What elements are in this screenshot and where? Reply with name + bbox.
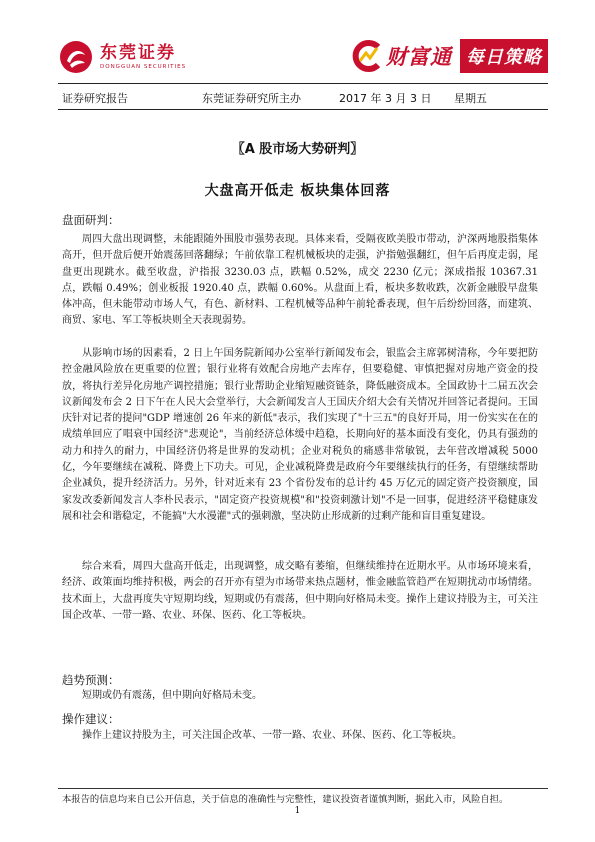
logo-english-name: DONGGUAN SECURITIES bbox=[100, 64, 187, 70]
footer-rule bbox=[58, 788, 548, 789]
section-heading: 〖A 股市场大势研判〗 bbox=[231, 142, 364, 157]
report-weekday: 星期五 bbox=[454, 92, 487, 105]
report-date: 2017 年 3 月 3 日 bbox=[339, 92, 432, 105]
header-bottom-rule bbox=[58, 109, 548, 110]
review-label: 盘面研判： bbox=[62, 213, 120, 227]
trend-text: 短期或仍有震荡，但中期向好格局未变。 bbox=[82, 690, 262, 701]
company-emblem-icon bbox=[58, 39, 94, 75]
caifutong-brand bbox=[350, 39, 548, 73]
advice-label: 操作建议： bbox=[62, 712, 120, 726]
caifutong-logo-icon bbox=[350, 39, 384, 73]
review-paragraph-3: 综合来看，周四大盘高开低走，出现调整，成交略有萎缩，但继续维持在近期水平。从市场环境来看，经济、政策面均维持积极，两会的召开亦有望为市场带来热点题材，惟金融监管趋严在短期扰动市场情绪。技术面上，大盘再度失守短期均线，短期或仍有震荡，但中期向好格局未变。操作上建议持股为主，可关注国企改革、一带一路、农业、环保、医药、化工等板块。 bbox=[62, 561, 538, 621]
page-header bbox=[58, 33, 548, 83]
report-type: 证券研究报告 bbox=[62, 92, 128, 105]
review-paragraph-1: 周四大盘出现调整，未能跟随外围股市强势表现。具体来看，受隔夜欧美股市带动，沪深两地股指集体高开，但开盘后便开始震荡回落翻绿；午前依靠工程机械板块的走强，沪指勉强翻红，但午后再度走弱，尾盘更出现跳水。截至收盘，沪指报 3230.03 点，跌幅 0.52%，成交 2230 亿元；深成指报 10367.31 点，跌幅 0.49%；创业板报 1920.40 点，跌幅 0.60%。从盘面上看，板块多数收跌，次新金融股早盘集体冲高，但未能带动市场人气，有色、新材料、工程机械等品种午前轮番表现，但午后纷纷回落，而建筑、商贸、家电、军工等板块则全天表现弱势。 bbox=[62, 234, 538, 327]
logo-chinese-name: 东莞证券 bbox=[100, 43, 176, 63]
article-title: 大盘高开低走 板块集体回落 bbox=[204, 183, 391, 199]
disclaimer-text: 本报告的信息均来自已公开信息，关于信息的准确性与完整性，建议投资者谨慎判断，据此入市，风险自担。 bbox=[62, 794, 509, 805]
daily-strategy-badge: 每日策略 bbox=[460, 39, 548, 73]
dongguan-securities-logo bbox=[58, 39, 186, 75]
report-host: 东莞证券研究所主办 bbox=[202, 92, 301, 105]
trend-label: 趋势预测： bbox=[62, 673, 120, 687]
advice-text: 操作上建议持股为主，可关注国企改革、一带一路、农业、环保、医药、化工等板块。 bbox=[82, 730, 462, 741]
review-paragraph-2: 从影响市场的因素看，2 日上午国务院新闻办公室举行新闻发布会，银监会主席郭树清称，今年要把防控金融风险放在更重要的位置；银行业将有效配合房地产去库存，但要稳健、审慎把握对房地产资金的投放，将执行差异化房地产调控措施；银行业帮助企业缩短融资链条，降低融资成本。全国政协十二届五次会议新闻发布会 2 日下午在人民大会堂举行，大会新闻发言人王国庆介绍大会有关情况并回答记者提问。王国庆针对记者的提问"GDP 增速创 26 年来的新低"表示，我们实现了"十三五"的良好开局，用一份实实在在的成绩单回应了唱衰中国经济"悲观论"，当前经济总体缓中趋稳，长期向好的基本面没有变化，仍具有强劲的动力和持久的耐力，中国经济仍将是世界的发动机；企业对税负的痛感非常敏锐，去年营改增减税 5000 亿，今年要继续在减税、降费上下功夫。可见，企业减税降费是政府今年要继续执行的任务，有望继续帮助企业减负，提升经济活力。另外，针对近来有 23 个省份发布的总计约 45 万亿元的固定资产投资额度，国家发改委新闻发言人李朴民表示，"固定资产投资规模"和"投资刺激计划"不是一回事，促进经济平稳健康发展和社会和谐稳定，不能搞"大水漫灌"式的强刺激，坚决防止形成新的过剩产能和盲目重复建设。 bbox=[62, 348, 538, 522]
page-number: 1 bbox=[294, 806, 301, 816]
header-top-rule bbox=[58, 83, 548, 84]
brand-name: 财富通 bbox=[386, 45, 452, 69]
